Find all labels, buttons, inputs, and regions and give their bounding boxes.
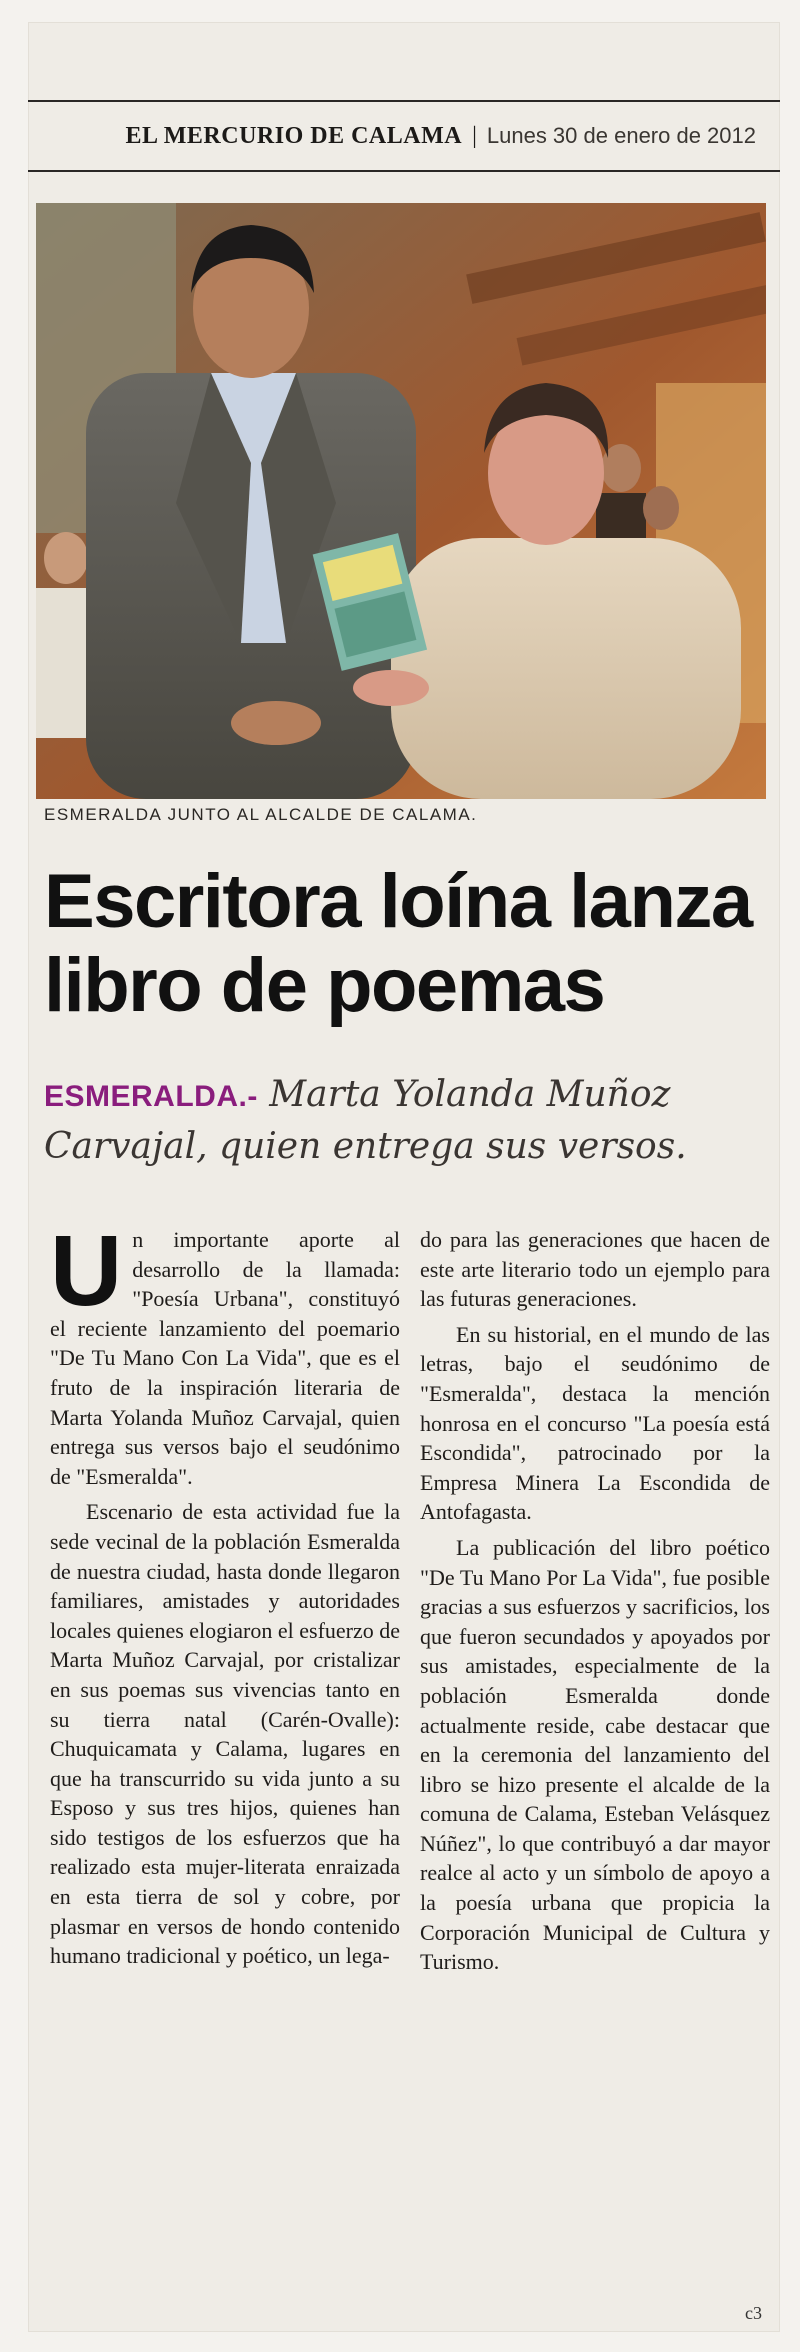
- paragraph-3: do para las generaciones que hacen de este arte literario todo un ejemplo para las futuras generaciones.: [420, 1227, 770, 1312]
- paragraph-4: En su historial, en el mundo de las letras, bajo el seudónimo de "Esmeralda", destaca la mención honrosa en el concurso "La poesía está Escondida", patrocinado por la Empresa Minera La Escondida de Antofagasta.: [420, 1321, 770, 1525]
- headline-line-1: Escritora loína lanza: [44, 859, 752, 944]
- paragraph-1-text: n importante aporte al desarrollo de la llamada: "Poesía Urbana", constituyó el reciente lanzamiento del poemario "De Tu Mano Con La Vida", que es el fruto de la inspiración literaria de Marta Yolanda Muñoz Carvajal, quien entrega sus versos bajo el seudónimo de "Esmeralda".: [50, 1227, 400, 1489]
- paragraph-5: La publicación del libro poético "De Tu Mano Por La Vida", fue posible gracias a sus esfuerzos y sacrificios, los que fueron secundados y apoyados por sus amistades, especialmente de la población Esmeralda donde actualmente reside, cabe destacar que en la ceremonia del lanzamiento del libro se hizo presente el alcalde de la comuna de Calama, Esteban Velásquez Núñez", lo que contribuyó a dar mayor realce al acto y un símbolo de apoyo a la poesía urbana que propicia la Corporación Municipal de Cultura y Turismo.: [420, 1534, 770, 1975]
- masthead-separator: |: [472, 122, 477, 149]
- article-column-left: [50, 1215, 401, 1971]
- newspaper-name: EL MERCURIO DE CALAMA: [125, 122, 463, 149]
- photo-caption: ESMERALDA JUNTO AL ALCALDE DE CALAMA.: [44, 805, 478, 824]
- article-column-right: [420, 1225, 770, 1977]
- headline-line-2: libro de poemas: [44, 943, 605, 1028]
- drop-cap: U: [50, 1215, 123, 1327]
- masthead: [28, 100, 780, 172]
- lead-text: Marta Yolanda Muñoz Carvajal, quien entrega sus versos.: [44, 1074, 687, 1167]
- article-photo: [36, 203, 766, 799]
- paragraph-1: [50, 1215, 400, 1491]
- publication-date: Lunes 30 de enero de 2012: [486, 123, 756, 148]
- article-headline: [44, 860, 774, 1028]
- paragraph-2: Escenario de esta actividad fue la sede vecinal de la población Esmeralda de nuestra ciudad, hasta donde llegaron familiares, amistades y autoridades locales quienes elogiaron el esfuerzo de Marta Muñoz Carvajal, por cristalizar en sus poemas sus vivencias tanto en su tierra natal (Carén-Ovalle): Chuquicamata y Calama, lugares en que ha transcurrido su vida junto a su Esposo y sus tres hijos, quienes han sido testigos de los esfuerzos que ha realizado esta mujer-literata enraizada en esta tierra de sol y cobre, por plasmar en versos de hondo contenido humano tradicional y poético, un lega-: [50, 1499, 401, 1969]
- photo-illustration: [36, 203, 766, 799]
- article-lead: [44, 1070, 764, 1172]
- end-mark: c3: [745, 2303, 762, 2323]
- lead-kicker: ESMERALDA.-: [44, 1080, 258, 1113]
